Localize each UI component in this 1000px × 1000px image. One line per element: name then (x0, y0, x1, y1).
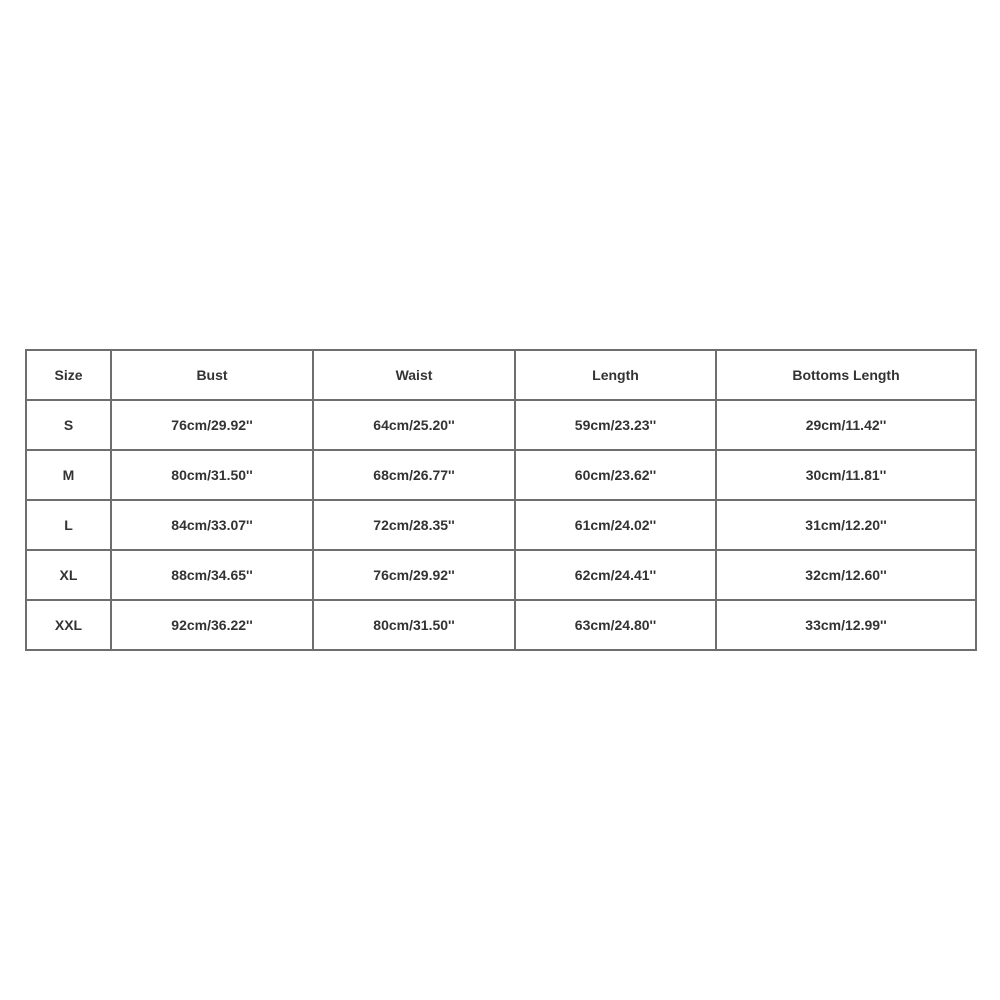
cell-waist: 68cm/26.77'' (313, 450, 515, 500)
cell-bottoms-length: 30cm/11.81'' (716, 450, 976, 500)
cell-size: XXL (26, 600, 111, 650)
cell-bust: 88cm/34.65'' (111, 550, 313, 600)
header-size: Size (26, 350, 111, 400)
cell-size: M (26, 450, 111, 500)
cell-bust: 92cm/36.22'' (111, 600, 313, 650)
size-chart-table (25, 349, 977, 651)
header-length: Length (515, 350, 716, 400)
table-row (26, 600, 976, 650)
cell-waist: 80cm/31.50'' (313, 600, 515, 650)
cell-waist: 64cm/25.20'' (313, 400, 515, 450)
cell-length: 60cm/23.62'' (515, 450, 716, 500)
cell-bust: 80cm/31.50'' (111, 450, 313, 500)
cell-bust: 84cm/33.07'' (111, 500, 313, 550)
cell-length: 59cm/23.23'' (515, 400, 716, 450)
cell-bottoms-length: 31cm/12.20'' (716, 500, 976, 550)
cell-bust: 76cm/29.92'' (111, 400, 313, 450)
header-bust: Bust (111, 350, 313, 400)
cell-bottoms-length: 33cm/12.99'' (716, 600, 976, 650)
cell-bottoms-length: 29cm/11.42'' (716, 400, 976, 450)
cell-waist: 72cm/28.35'' (313, 500, 515, 550)
cell-length: 62cm/24.41'' (515, 550, 716, 600)
header-bottoms-length: Bottoms Length (716, 350, 976, 400)
table-row (26, 400, 976, 450)
table-row (26, 450, 976, 500)
cell-length: 63cm/24.80'' (515, 600, 716, 650)
cell-size: S (26, 400, 111, 450)
table-header-row (26, 350, 976, 400)
cell-size: XL (26, 550, 111, 600)
cell-bottoms-length: 32cm/12.60'' (716, 550, 976, 600)
cell-waist: 76cm/29.92'' (313, 550, 515, 600)
table-row (26, 500, 976, 550)
table-row (26, 550, 976, 600)
header-waist: Waist (313, 350, 515, 400)
cell-length: 61cm/24.02'' (515, 500, 716, 550)
cell-size: L (26, 500, 111, 550)
